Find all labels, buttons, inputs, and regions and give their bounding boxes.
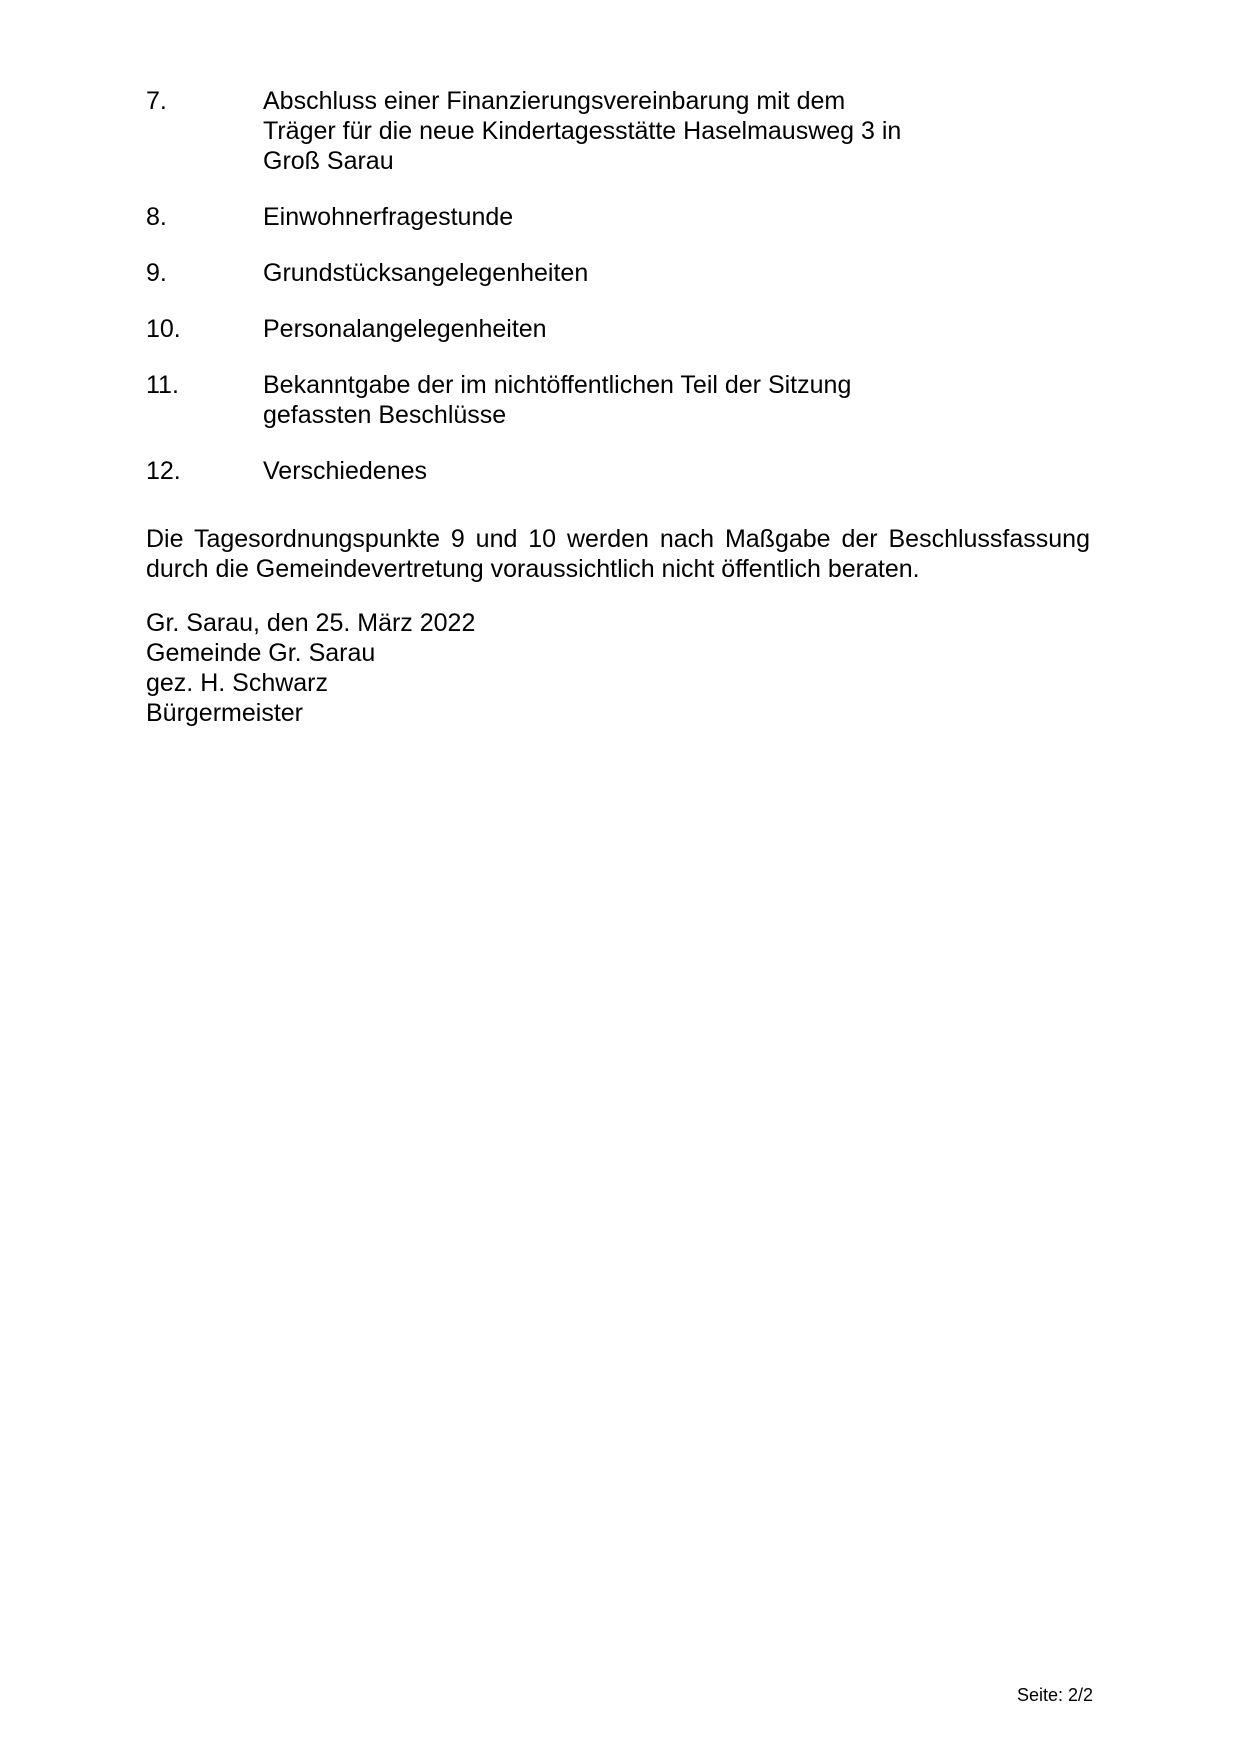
agenda-item-number: 12. bbox=[146, 457, 181, 485]
agenda-item-8 bbox=[146, 202, 1090, 232]
agenda-item-number: 8. bbox=[146, 203, 167, 231]
signature-place-date: Gr. Sarau, den 25. März 2022 bbox=[146, 609, 476, 637]
signature-title: Bürgermeister bbox=[146, 699, 303, 727]
page-number-label: Seite: 2/2 bbox=[1016, 1685, 1093, 1705]
agenda-item-line: Bekanntgabe der im nichtöffentlichen Teil der Sitzung bbox=[263, 371, 852, 399]
agenda-item-10 bbox=[146, 314, 1090, 344]
agenda-item-11 bbox=[146, 370, 1090, 430]
agenda-item-9 bbox=[146, 258, 1090, 288]
agenda-item-text bbox=[263, 202, 1090, 232]
agenda-item-line: gefassten Beschlüsse bbox=[263, 401, 507, 429]
agenda-item-text bbox=[263, 314, 1090, 344]
closing-paragraph bbox=[146, 524, 1090, 584]
agenda-item-line: Personalangelegenheiten bbox=[263, 315, 547, 343]
agenda-item-number: 9. bbox=[146, 259, 167, 287]
page-footer bbox=[1017, 1684, 1093, 1706]
agenda-item-number: 10. bbox=[146, 315, 181, 343]
document-content bbox=[146, 86, 1090, 728]
agenda-item-12 bbox=[146, 456, 1090, 486]
closing-paragraph-line: durch die Gemeindevertretung voraussichtlich nicht öffentlich beraten. bbox=[146, 555, 920, 583]
closing-paragraph-line: Die Tagesordnungspunkte 9 und 10 werden nach Maßgabe der Beschlussfassung bbox=[146, 525, 1090, 553]
signature-block bbox=[146, 608, 1090, 728]
agenda-item-text bbox=[263, 370, 1090, 430]
agenda-item-line: Abschluss einer Finanzierungsvereinbarung mit dem bbox=[263, 87, 846, 115]
agenda-item-line: Groß Sarau bbox=[263, 147, 394, 175]
agenda-item-number: 7. bbox=[146, 87, 167, 115]
signature-name: gez. H. Schwarz bbox=[146, 669, 329, 697]
agenda-item-number: 11. bbox=[146, 371, 179, 399]
agenda-item-line: Grundstücksangelegenheiten bbox=[263, 259, 589, 287]
agenda-item-text bbox=[263, 86, 1090, 176]
signature-municipality: Gemeinde Gr. Sarau bbox=[146, 639, 376, 667]
agenda-item-line: Träger für die neue Kindertagesstätte Haselmausweg 3 in bbox=[263, 117, 902, 145]
agenda-list bbox=[146, 86, 1090, 486]
agenda-item-text bbox=[263, 258, 1090, 288]
agenda-item-line: Einwohnerfragestunde bbox=[263, 203, 514, 231]
agenda-item-line: Verschiedenes bbox=[263, 457, 428, 485]
agenda-item-text bbox=[263, 456, 1090, 486]
agenda-item-7 bbox=[146, 86, 1090, 176]
